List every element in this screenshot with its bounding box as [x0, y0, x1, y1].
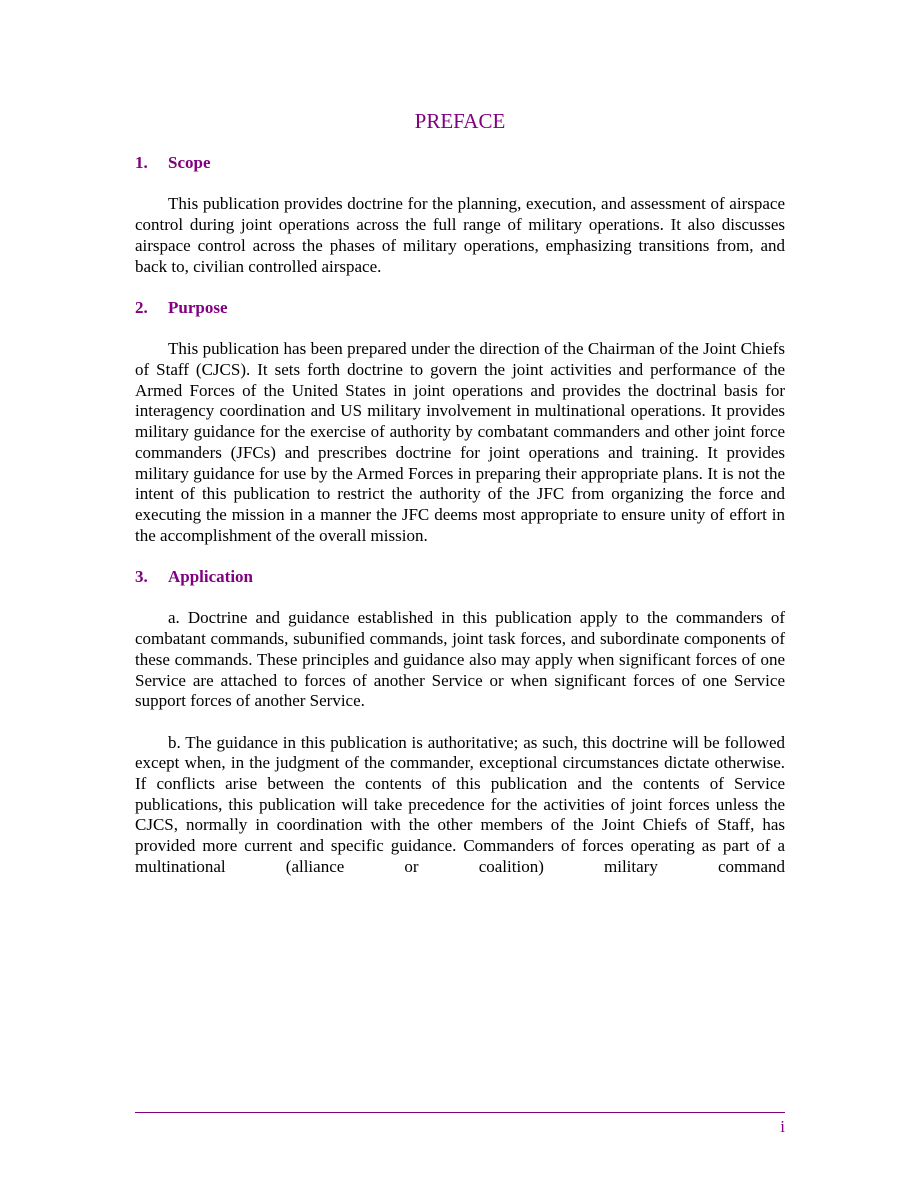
section-heading-scope	[135, 153, 785, 174]
application-paragraph-b: b. The guidance in this publication is authoritative; as such, this doctrine will be followed except when, in the judgment of the commander, exceptional circumstances dictate otherwise. If conflicts arise between the contents of this publication and the contents of Service publications, this publication will take precedence for the activities of joint forces unless the CJCS, normally in coordination with the other members of the Joint Chiefs of Staff, has provided more current and specific guidance. Commanders of forces operating as part of a multinational (alliance or coalition) military command	[135, 732, 785, 876]
section-heading-text: Scope	[168, 153, 211, 172]
section-scope	[135, 153, 785, 277]
section-heading-text: Purpose	[168, 297, 228, 317]
application-paragraph-a: a. Doctrine and guidance established in this publication apply to the commanders of combatant commands, subunified commands, joint task forces, and subordinate components of these commands. These principles and guidance also may apply when significant forces of one Service are attached to forces of another Service or when significant forces of one Service support forces of another Service.	[135, 608, 785, 711]
page-number: i	[780, 1117, 785, 1136]
section-purpose	[135, 298, 785, 546]
page-title: PREFACE	[414, 109, 506, 133]
section-number: 2.	[135, 297, 148, 317]
section-heading-application	[135, 567, 785, 588]
section-application	[135, 567, 785, 878]
purpose-paragraph: This publication has been prepared under the direction of the Chairman of the Joint Chiefs of Staff (CJCS). It sets forth doctrine to govern the joint activities and performance of the Armed Forces of the United States in joint operations and provides the doctrinal basis for interagency coordination and US military involvement in multinational operations. It provides military guidance for the exercise of authority by combatant commanders and other joint force commanders (JFCs) and prescribes doctrine for joint operations and training. It provides military guidance for use by the Armed Forces in preparing their appropriate plans. It is not the intent of this publication to restrict the authority of the JFC from organizing the force and executing the mission in a manner the JFC deems most appropriate to ensure unity of effort in the accomplishment of the overall mission.	[135, 339, 785, 545]
scope-paragraph: This publication provides doctrine for the planning, execution, and assessment of airspace control during joint operations across the full range of military operations. It also discusses airspace control across the phases of military operations, emphasizing transitions from, and back to, civilian controlled airspace.	[135, 194, 785, 276]
section-number: 1.	[135, 153, 148, 172]
footer-divider	[135, 1112, 785, 1113]
section-heading-purpose	[135, 298, 785, 319]
document-body	[135, 153, 785, 878]
section-heading-text: Application	[168, 567, 254, 586]
section-number: 3.	[135, 567, 148, 586]
